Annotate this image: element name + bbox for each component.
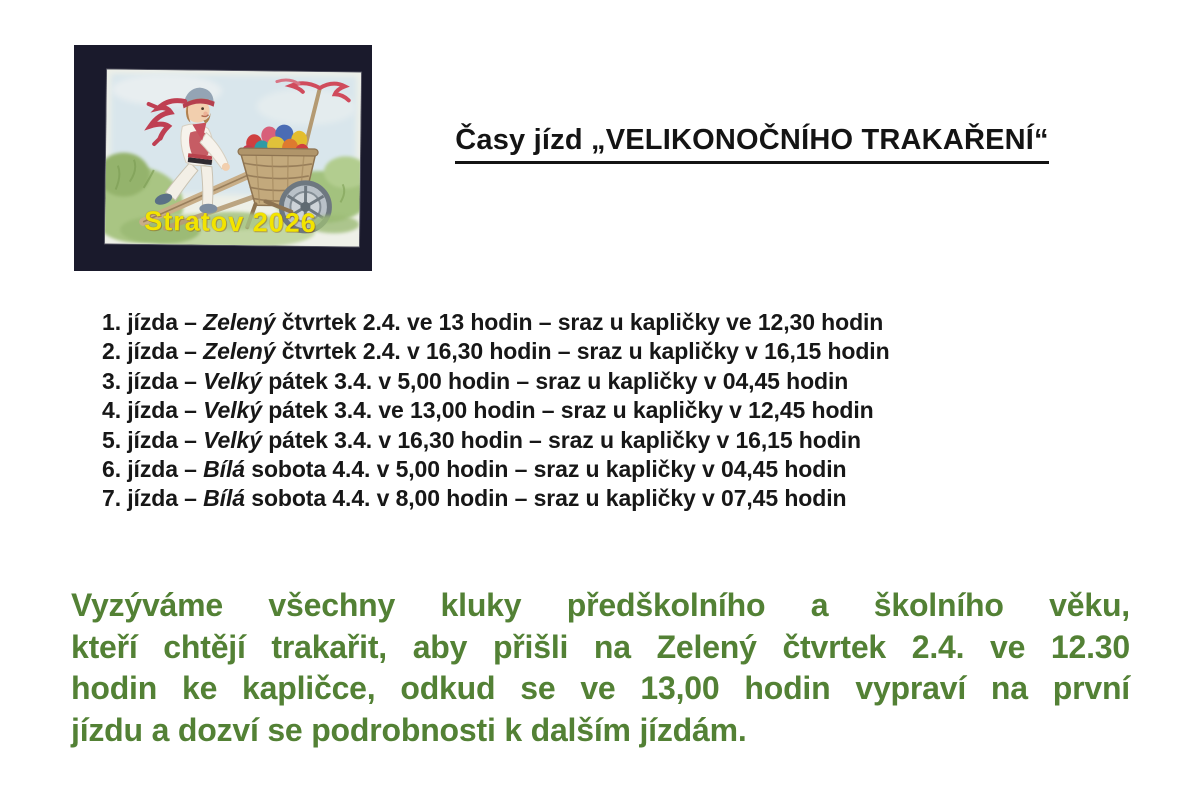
- ride-prefix: 4. jízda –: [102, 397, 204, 424]
- ride-detail: pátek 3.4. v 16,30 hodin – sraz u kapličky v 16,15 hodin: [261, 426, 861, 453]
- ride-detail: pátek 3.4. v 5,00 hodin – sraz u kapličky v 04,45 hodin: [261, 367, 849, 394]
- ride-item-2: [102, 337, 890, 366]
- ride-detail: čtvrtek 2.4. ve 13 hodin – sraz u kapličky ve 12,30 hodin: [275, 309, 884, 335]
- easter-postcard-photo: [74, 45, 372, 271]
- ride-prefix: 3. jízda –: [102, 367, 204, 394]
- ride-day: Velký: [203, 397, 262, 424]
- ride-prefix: 5. jízda –: [102, 426, 204, 453]
- ride-item-5: [102, 426, 890, 455]
- ride-detail: pátek 3.4. ve 13,00 hodin – sraz u kapličky v 12,45 hodin: [261, 397, 874, 424]
- ride-item-7: [102, 484, 890, 513]
- ride-day: Zelený: [203, 309, 276, 335]
- invitation-paragraph: [71, 585, 1130, 751]
- ride-day: Bílá: [203, 485, 245, 512]
- ride-day: Bílá: [203, 456, 245, 483]
- invitation-line-4: jízdu a dozví se podrobnosti k dalším jízdám.: [71, 711, 747, 748]
- title-wrap: [378, 124, 1126, 164]
- ride-day: Zelený: [203, 338, 276, 365]
- ride-prefix: 7. jízda –: [102, 485, 204, 512]
- invitation-line-3: hodin ke kapličce, odkud se ve 13,00 hodin vypraví na první: [71, 670, 1130, 706]
- ride-detail: sobota 4.4. v 8,00 hodin – sraz u kapličky v 07,45 hodin: [244, 485, 847, 512]
- postcard: [105, 69, 361, 246]
- ride-day: Velký: [203, 367, 262, 394]
- ride-detail: čtvrtek 2.4. v 16,30 hodin – sraz u kapličky v 16,15 hodin: [275, 338, 890, 365]
- ride-day: Velký: [203, 426, 262, 453]
- ride-item-1: [102, 308, 890, 337]
- page-title: Časy jízd „VELIKONOČNÍHO TRAKAŘENÍ“: [455, 124, 1049, 164]
- ride-item-3: [102, 367, 890, 396]
- ride-prefix: 2. jízda –: [102, 338, 204, 365]
- invitation-line-2: kteří chtějí trakařit, aby přišli na Zelený čtvrtek 2.4. ve 12.30: [71, 628, 1130, 665]
- ride-schedule-list: [102, 308, 890, 514]
- ride-prefix: 6. jízda –: [102, 456, 204, 483]
- ride-item-6: [102, 455, 890, 484]
- ride-item-4: [102, 396, 890, 425]
- invitation-line-1: Vyzýváme všechny kluky předškolního a školního věku,: [71, 587, 1130, 623]
- ride-detail: sobota 4.4. v 5,00 hodin – sraz u kapličky v 04,45 hodin: [244, 456, 847, 483]
- ride-prefix: 1. jízda –: [102, 309, 204, 335]
- postcard-caption: Stratov 2026: [144, 205, 317, 239]
